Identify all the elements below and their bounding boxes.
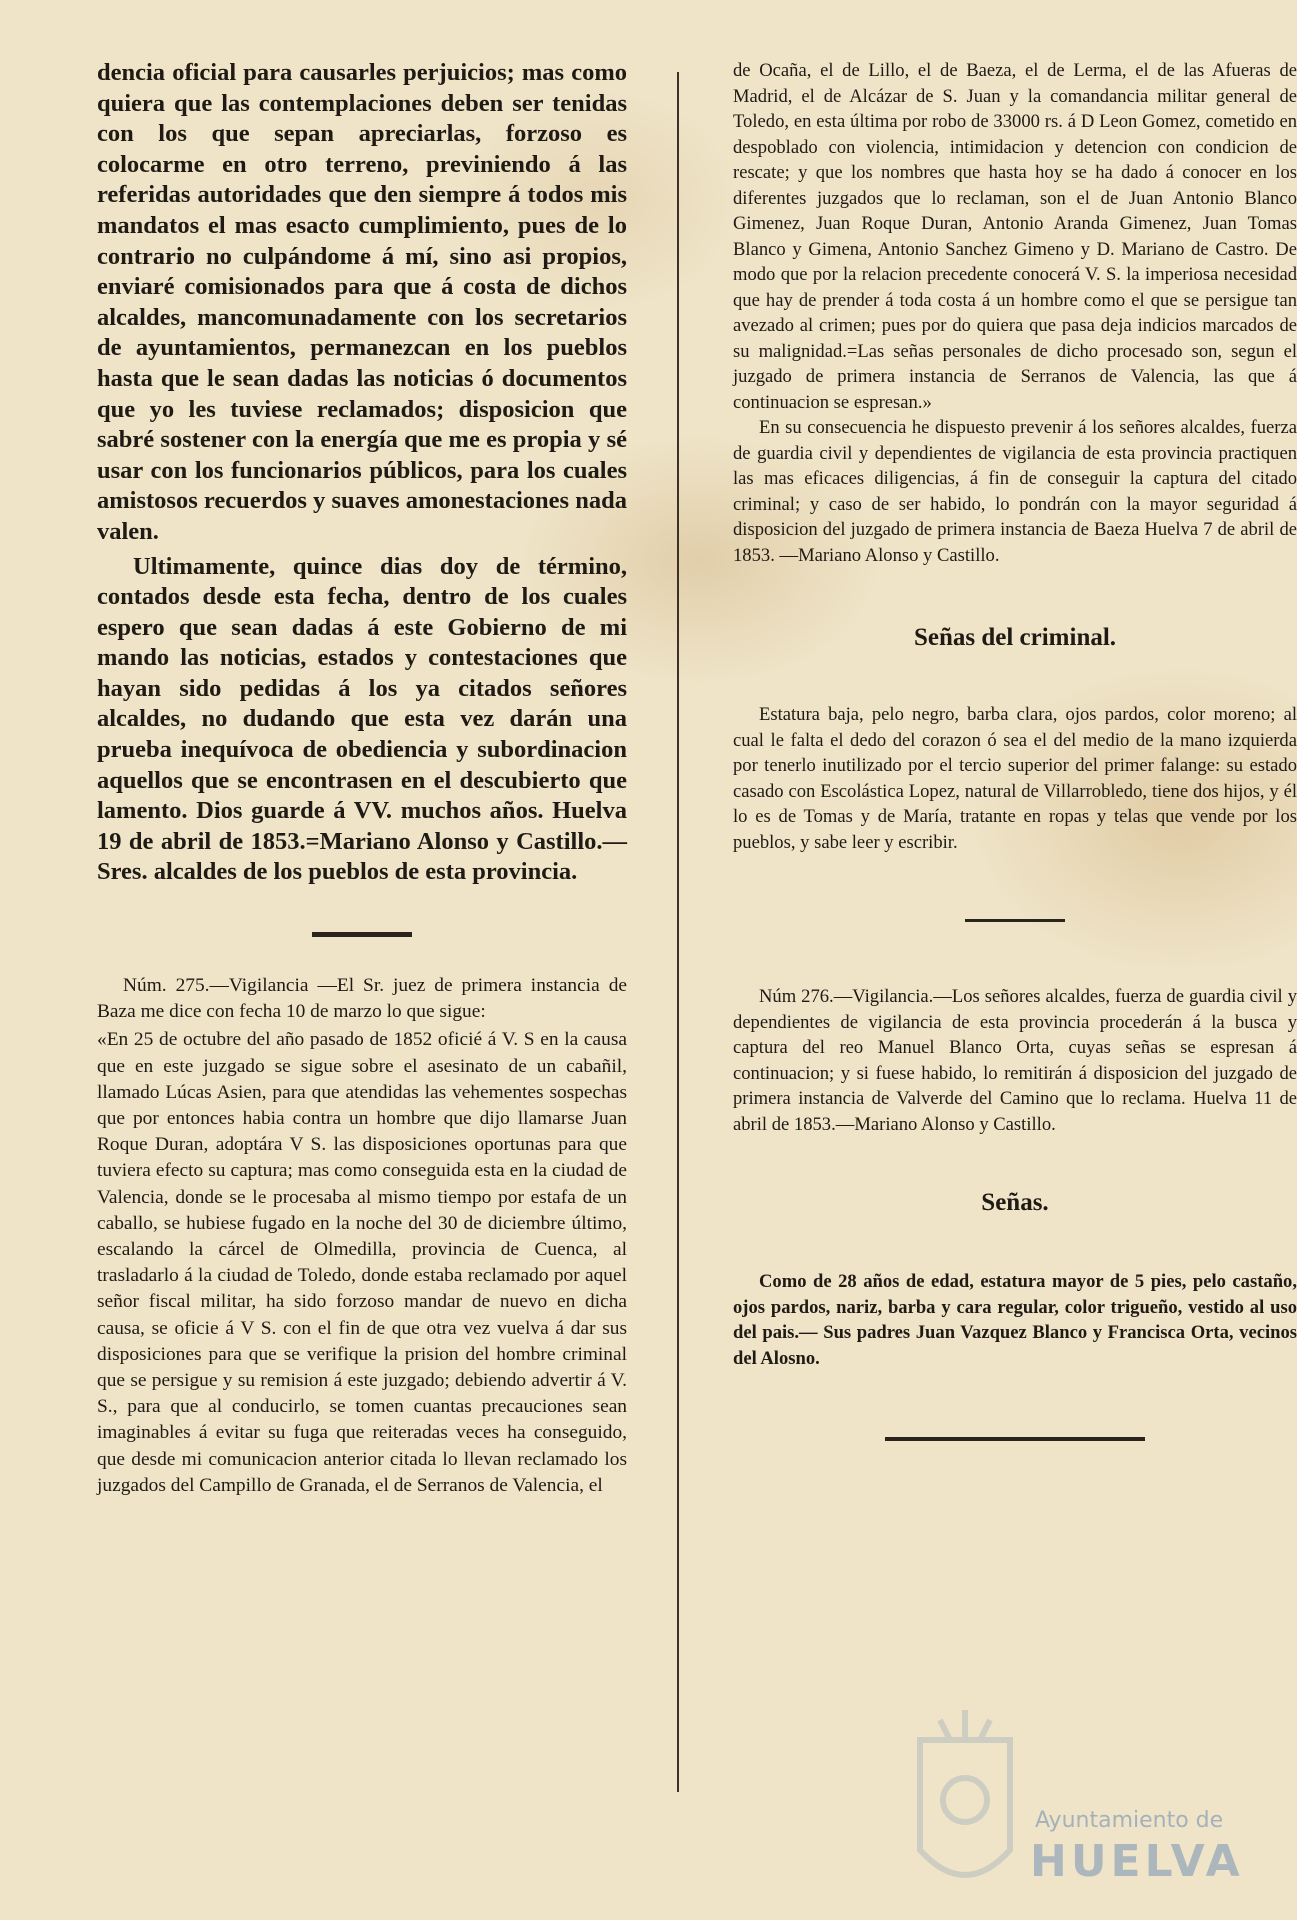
notice-275-consequence: En su consecuencia he dispuesto prevenir á los señores alcaldes, fuerza de guardia civil y dependientes de vigilancia de esta provincia practiquen las mas eficaces diligencias, á fin de conseguir la captura del citado criminal; y caso de ser habido, lo pondrán con la mayor seguridad á disposicion del juzgado de primera instancia de Baeza Huelva 7 de abril de 1853. —Mariano Alonso y Castillo. (733, 417, 1297, 566)
notice-276: Núm 276.—Vigilancia.—Los señores alcaldes, fuerza de guardia civil y dependientes de vigilancia de esta provincia procederán á la busca y captura del reo Manuel Blanco Orta, cuyas señas se espresan á continuacion; y si fuese habido, lo remitirán á disposicion del juzgado de primera instancia de Valverde del Camino que lo reclama. Huelva 11 de abril de 1853.—Mariano Alonso y Castillo. (733, 986, 1297, 1135)
left-column (97, 58, 627, 1499)
senas-criminal-text: Estatura baja, pelo negro, barba clara, ojos pardos, color moreno; al cual le falta el dedo del corazon ó sea el del medio de la mano izquierda por tenerlo inutilizado por el tercio superior del primer falange: su estado casado con Escolástica Lopez, natural de Villarrobledo, tiene dos hijos, y él lo es de Tomas y de María, tratante en ropas y telas que vende por los pueblos, y sabe leer y escribir. (733, 704, 1297, 853)
column-divider (677, 72, 679, 1792)
right-column (733, 58, 1297, 1441)
notice-275-continuation: de Ocaña, el de Lillo, el de Baeza, el de Lerma, el de las Afueras de Madrid, el de Alcázar de S. Juan y la comandancia militar general de Toledo, en esta última por robo de 33000 rs. á D Leon Gomez, cometido en despoblado con violencia, intimidacion y detencion con condicion de rescate; y que los nombres que hasta hoy se ha dado á conocer en los diferentes juzgados que lo reclaman, son el de Juan Antonio Blanco Gimenez, Juan Roque Duran, Antonio Aranda Gimenez, Juan Tomas Blanco y Gimena, Antonio Sanchez Gimeno y D. Mariano de Castro. De modo que por la relacion precedente conocerá V. S. la imperiosa necesidad que hay de prender á toda costa á un hombre como el que se persigue tan avezado al crimen; pues por do quiera que pasa deja indicios marcados de su malignidad.=Las señas personales de dicho procesado son, segun el juzgado de primera instancia de Serranos de Valencia, las que á continuacion se espresan.» (733, 60, 1297, 413)
section-separator (312, 932, 412, 937)
watermark-line1: Ayuntamiento de (1035, 1808, 1224, 1833)
left-paragraph-2: Ultimamente, quince dias doy de término, contados desde esta fecha, dentro de los cuales espero que sean dadas á este Gobierno de mi mando las noticias, estados y contestaciones que hayan sido pedidas á los ya citados señores alcaldes, no dudando que esta vez darán una prueba inequívoca de obediencia y subordinacion aquellos que se encontrasen en el descubierto que lamento. Dios guarde á VV. muchos años. Huelva 19 de abril de 1853.=Mariano Alonso y Castillo.— Sres. alcaldes de los pueblos de esta provincia. (97, 552, 627, 886)
end-rule (885, 1437, 1145, 1441)
section-separator (965, 919, 1065, 922)
notice-275-quote: «En 25 de octubre del año pasado de 1852 oficié á V. S en la causa que en este juzgado se sigue sobre el asesinato de un cabañil, llamado Lúcas Asien, para que atendidas las vehementes sospechas que por entonces habia contra un hombre que dijo llamarse Juan Roque Duran, adoptára V S. las disposiciones oportunas para que tuviera efecto su captura; mas como conseguida esta en la ciudad de Valencia, donde se le procesaba al mismo tiempo por estafa de un caballo, se hubiese fugado en la noche del 30 de diciembre último, escalando la cárcel de Olmedilla, provincia de Cuenca, al trasladarlo á la ciudad de Toledo, donde estaba reclamado por aquel señor fiscal militar, ha sido forzoso mandar de nuevo en dicha causa, se oficie á V S. con el fin de que otra vez vuelva á dar sus disposiciones para que se verifique la prision del hombre criminal que se persigue y su remision á este juzgado; debiendo advertir á V. S., para que al conducirlo, se tomen cuantas precauciones sean imaginables á evitar su fuga que reiteradas veces ha conseguido, que desde mi comunicacion anterior citada lo llevan reclamado los juzgados del Campillo de Granada, el de Serranos de Valencia, el (97, 1029, 627, 1496)
left-paragraph-1: dencia oficial para causarles perjuicios; mas como quiera que las contemplaciones deben ser tenidas con los que sepan apreciarlas, forzoso es colocarme en otro terreno, previniendo á las referidas autoridades que den siempre á todos mis mandatos el mas esacto cumplimiento, pues de lo contrario no culpándome á mí, sino asi propios, enviaré comisionados para que á costa de dichos alcaldes, mancomunadamente con los secretarios de ayuntamientos, permanezcan en los pueblos hasta que le sean dadas las noticias ó documentos que yo les tuviese reclamados; disposicion que sabré sostener con la energía que me es propia y sé usar con los funcionarios públicos, para los cuales amistosos recuerdos y suaves amonestaciones nada valen. (97, 59, 627, 545)
senas-text: Como de 28 años de edad, estatura mayor de 5 pies, pelo castaño, ojos pardos, nariz, barba y cara regular, color trigueño, vestido al uso del pais.— Sus padres Juan Vazquez Blanco y Francisca Orta, vecinos del Alosno. (733, 1271, 1297, 1369)
watermark-line2: HUELVA (1030, 1836, 1244, 1887)
notice-275-intro: Núm. 275.—Vigilancia —El Sr. juez de primera instancia de Baza me dice con fecha 10 de marzo lo que sigue: (97, 975, 627, 1023)
heading-senas-criminal: Señas del criminal. (913, 624, 1117, 651)
heading-senas: Señas. (981, 1189, 1049, 1216)
